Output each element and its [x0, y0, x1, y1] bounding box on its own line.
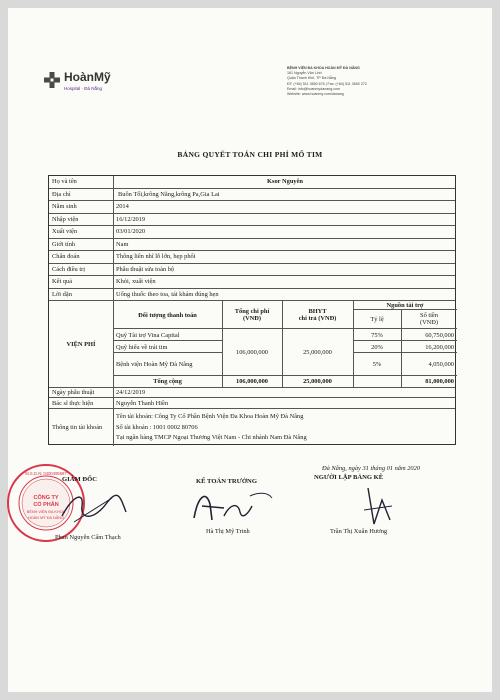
hospital-address-line: Quận Thanh Khê, TP Đà Nẵng [287, 76, 336, 81]
logo-name: HoànMỹ [64, 70, 111, 84]
funder-amount: 16,200,000 [425, 343, 454, 351]
funder-rate: 75% [371, 331, 383, 339]
admit-date: 16/12/2019 [116, 215, 146, 223]
accountant-name: Hà Thị Mỹ Trinh [206, 528, 250, 535]
result-label: Kết quả [52, 278, 73, 286]
hospital-name: BỆNH VIỆN ĐA KHOA HOÀN MỸ ĐÀ NẴNG [287, 66, 360, 70]
account-number: Số tài khoản : 1001 0002 80706 [116, 423, 198, 431]
hospital-contact-info [287, 66, 427, 97]
funder-name: Quỹ hiểu về trái tim [116, 343, 168, 351]
bhyt-paid-value: 25,000,000 [303, 348, 332, 356]
table-row [49, 289, 455, 302]
hospital-email-line: Email: info@hoanmydanang.com [287, 86, 340, 91]
svg-text:BỆNH VIỆN ĐA KHOA: BỆNH VIỆN ĐA KHOA [26, 510, 66, 514]
doctor-label: Bác sĩ thực hiện [52, 399, 94, 407]
treatment: Phẫu thuật sửa toàn bộ [116, 265, 175, 273]
admit-label: Nhập viện [52, 215, 79, 223]
advice: Uống thuốc theo toa, tái khám đúng hẹn [116, 290, 219, 298]
doctor-name: Nguyễn Thanh Hiền [116, 399, 169, 407]
col-bhyt-header: BHYT chi trả (VNĐ) [298, 308, 337, 322]
accountant-signature [188, 486, 278, 526]
advice-label: Lời dặn [52, 290, 72, 298]
document-page [8, 8, 492, 692]
hospital-address-line: 161 Nguyễn Văn Linh [287, 71, 322, 76]
settlement-table [48, 175, 456, 445]
col-object-header: Đối tượng thanh toán [138, 311, 197, 319]
col-source-header: Nguồn tài trợ [386, 301, 424, 309]
accountant-title: KẾ TOÁN TRƯỞNG [196, 478, 257, 485]
table-row [49, 214, 455, 227]
table-row [49, 251, 455, 264]
discharge-date: 03/01/2020 [116, 228, 146, 236]
svg-text:M.S.D.N: 0400495597: M.S.D.N: 0400495597 [25, 471, 67, 476]
table-row [49, 398, 455, 409]
name-label: Họ và tên [52, 178, 77, 186]
table-row [49, 189, 455, 202]
sum-amount: 81,000,000 [425, 378, 454, 385]
director-signature [54, 486, 134, 528]
preparer-signature [360, 484, 400, 530]
total-cost-value: 106,000,000 [236, 348, 268, 356]
col-rate-header: Tỷ lệ [370, 315, 384, 323]
fees-block [49, 301, 455, 388]
diagnosis-label: Chẩn đoán [52, 253, 80, 261]
account-name: Tên tài khoản: Công Ty Cổ Phần Bệnh Viện Đa Khoa Hoàn Mỹ Đà Nẵng [116, 413, 304, 420]
patient-name: Ksor Nguyên [267, 178, 303, 186]
table-row [49, 201, 455, 214]
col-total-header: Tổng chi phí (VNĐ) [234, 308, 270, 322]
discharge-label: Xuất viện [52, 228, 78, 236]
funder-amount: 60,750,000 [425, 331, 454, 339]
account-label: Thông tin tài khoản [52, 424, 103, 431]
place-date: Đà Nẵng, ngày 31 tháng 01 năm 2020 [322, 465, 420, 472]
table-row [49, 388, 455, 398]
funder-name: Quỹ Tài trợ Vina Capital [116, 331, 180, 339]
patient-address: Buôn Tối,krông Năng,krông Pa,Gia Lai [118, 190, 220, 198]
director-title: GIÁM ĐỐC [62, 476, 97, 483]
medical-cross-icon [44, 72, 60, 88]
svg-text:HOÀN MỸ ĐÀ NẴNG: HOÀN MỸ ĐÀ NẴNG [27, 516, 65, 520]
birth-label: Năm sinh [52, 203, 77, 211]
funder-rate: 5% [372, 360, 382, 368]
svg-text:CỔ PHẦN: CỔ PHẦN [33, 502, 59, 508]
hospital-logo [44, 70, 164, 100]
preparer-title: NGƯỜI LẬP BẢNG KÊ [314, 474, 384, 481]
patient-gender: Nam [116, 240, 129, 248]
gender-label: Giới tính [52, 240, 76, 248]
account-info [116, 412, 307, 444]
fees-section-label: VIỆN PHÍ [66, 340, 96, 348]
surgery-date: 24/12/2019 [116, 389, 146, 396]
result: Khỏi, xuất viện [116, 278, 156, 286]
funder-amount: 4,050,000 [428, 360, 454, 368]
col-amount-header: Số tiền (VNĐ) [419, 312, 439, 326]
funder-name: Bệnh viện Hoàn Mỹ Đà Nẵng [116, 360, 193, 368]
table-row [49, 409, 455, 446]
diagnosis: Thông liên nhĩ lỗ lớn, hẹp phổi [116, 253, 196, 261]
table-row [49, 276, 455, 289]
address-label: Địa chỉ [52, 190, 71, 198]
preparer-name: Trần Thị Xuân Hương [330, 528, 388, 535]
funder-rate: 20% [371, 343, 383, 351]
svg-text:CÔNG TY: CÔNG TY [33, 495, 59, 501]
sum-total: 106,000,000 [236, 378, 268, 385]
logo-subtitle: Hospital · Đà Nẵng [64, 86, 103, 91]
director-name: Phan Nguyễn Cẩm Thạch [55, 534, 121, 541]
document-title: BẢNG QUYẾT TOÁN CHI PHÍ MỔ TIM [177, 150, 323, 159]
treatment-label: Cách điều trị [52, 265, 86, 273]
table-row [49, 239, 455, 252]
hospital-website-line: Website: www.hoanmy.com/danang [287, 92, 344, 97]
sum-label: Tổng cộng [153, 378, 182, 385]
patient-birth-year: 2014 [116, 203, 129, 211]
hospital-phone-line: ĐT: (+84) 511 3650 676 | Fax: (+84) 511 3650 272 [287, 81, 367, 86]
table-row [49, 264, 455, 277]
table-row [49, 176, 455, 189]
account-bank: Tại ngân hàng TMCP Ngoại Thương Việt Nam - Chi nhánh Nam Đà Nẵng [116, 434, 307, 441]
sum-bhyt: 25,000,000 [303, 378, 332, 385]
table-row [49, 226, 455, 239]
surgery-date-label: Ngày phẫu thuật [52, 389, 95, 396]
